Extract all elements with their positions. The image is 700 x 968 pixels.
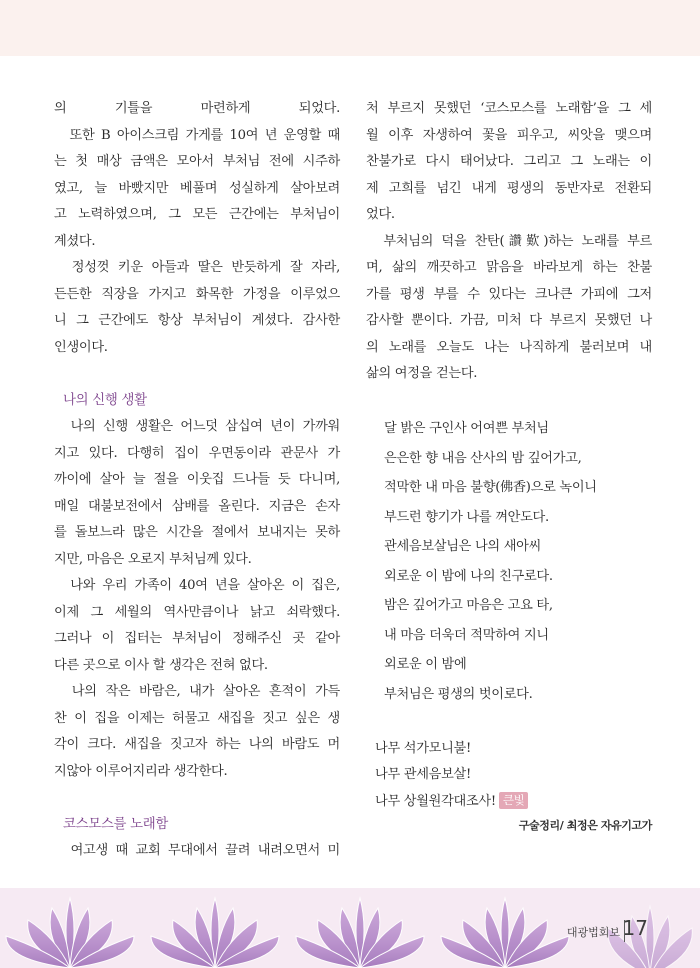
chant-line: 나무 관세음보살!: [375, 767, 471, 782]
poem-line: 은은한 향 내음 산사의 밤 깊어가고,: [384, 450, 582, 466]
text-line: 를 돌보느라 많은 시간을 절에서 보내지는 못하: [54, 525, 340, 540]
poem-line: 내 마음 더욱더 적막하여 지니: [384, 627, 549, 643]
text-line: 니 그 근간에도 항상 부처님이 계셨다. 감사한: [54, 313, 340, 328]
text-line: 각이 크다. 새집을 짓고자 하는 나의 바람도 머: [54, 737, 340, 752]
text-line: 계셨다.: [54, 233, 96, 249]
text-line: 는 첫 매상 금액은 모아서 부처님 전에 시주하: [54, 154, 340, 169]
poem-line: 밤은 깊어가고 마음은 고요 타,: [384, 598, 553, 613]
text-line: 나의 작은 바람은, 내가 살아온 흔적이 가득: [54, 684, 340, 699]
text-line: 의 노래를 오늘도 나는 나직하게 불러보며 내: [366, 339, 652, 355]
chant-text: 나무 상월원각대조사!: [375, 793, 496, 809]
chant-line: 나무 석가모니불!: [375, 740, 471, 756]
text-line: 가를 평생 부를 수 있다는 크나큰 가피에 그저: [366, 286, 652, 302]
text-line: 다른 곳으로 이사 할 생각은 전혀 없다.: [54, 657, 268, 673]
poem-line: 부처님은 평생의 벗이로다.: [384, 686, 533, 702]
text-line: 며, 삶의 깨끗하고 맑음을 바라보게 하는 찬불: [366, 260, 652, 275]
poem: [366, 414, 652, 709]
spacer: [54, 785, 340, 812]
text-line: 지만, 마음은 오로지 부처님께 있다.: [54, 551, 252, 567]
lotus-flower-icon: [608, 906, 693, 968]
text-line: 나의 신행 생활은 어느덧 삼십여 년이 가까워: [54, 419, 340, 434]
poem-line: 달 밝은 구인사 어여쁜 부처님: [384, 421, 549, 436]
text-line: 매일 대불보전에서 삼배를 올린다. 지금은 손자: [54, 498, 340, 514]
lotus-flower-icon: [296, 898, 424, 968]
spacer: [366, 388, 652, 415]
text-line: 또한 B 아이스크림 가게를 10여 년 운영할 때: [54, 127, 340, 143]
text-line: 찬불가로 다시 태어났다. 그리고 그 노래는 이: [366, 154, 652, 169]
section-heading-faith-life: 나의 신행 생활: [63, 392, 147, 408]
byline: 구술정리/ 최정은 자유기고가: [518, 819, 652, 832]
publication-badge: 큰빛: [499, 792, 529, 809]
text-line: 정성껏 키운 아들과 딸은 반듯하게 잘 자라,: [54, 260, 340, 275]
text-line: 부처님의 덕을 찬탄(讚歎)하는 노래를 부르: [366, 233, 652, 249]
text-line: 감사할 뿐이다. 가끔, 미처 다 부르지 못했던 나: [366, 313, 652, 328]
spacer: [366, 709, 652, 736]
section-heading-cosmos-song: 코스모스를 노래함: [63, 816, 169, 832]
text-line: 지않아 이루어지리라 생각한다.: [54, 763, 228, 779]
lotus-flower-icon: [441, 898, 569, 968]
lotus-flower-icon: [151, 898, 279, 968]
poem-line: 부드런 향기가 나를 껴안도다.: [384, 509, 549, 525]
page-number: 17: [622, 916, 648, 940]
text-line: 이제 그 세월의 역사만큼이나 낡고 쇠락했다.: [54, 604, 340, 620]
text-line: 제 고희를 넘긴 내게 평생의 동반자로 전환되: [366, 180, 652, 196]
lotus-flower-icon: [6, 898, 134, 968]
text-line: 찬 이 집을 이제는 허물고 새집을 짓고 싶은 생: [54, 710, 340, 726]
text-line: 까이에 살아 늘 절을 이웃집 드나들 듯 다니며,: [54, 472, 340, 487]
text-line: 인생이다.: [54, 339, 108, 355]
text-line: 었다.: [366, 207, 395, 222]
spacer: [54, 361, 340, 388]
text-line: 지고 있다. 다행히 집이 우면동이라 관문사 가: [54, 445, 340, 461]
poem-line: 외로운 이 밤에 나의 친구로다.: [384, 568, 553, 584]
text-line: 처 부르지 못했던 ‘코스모스를 노래함’을 그 세: [366, 101, 652, 116]
text-line: 월 이후 자생하여 꽃을 피우고, 씨앗을 맺으며: [366, 127, 652, 143]
chant-line-final: [366, 789, 652, 816]
text-line: 여고생 때 교회 무대에서 끌려 내려오면서 미: [54, 843, 340, 858]
text-line: 든든한 직장을 가지고 화목한 가정을 이루었으: [54, 286, 340, 302]
poem-line: 관세음보살님은 나의 새아씨: [384, 539, 542, 554]
top-band: [0, 0, 700, 56]
right-column: [366, 96, 652, 837]
left-column: [54, 96, 340, 865]
text-line: 고 노력하였으며, 그 모든 근간에는 부처님이: [54, 207, 340, 222]
text-line: 삶의 여정을 걷는다.: [366, 366, 478, 381]
text-line: 였고, 늘 바빴지만 베풀며 성실하게 살아보려: [54, 180, 340, 196]
text-line: 나와 우리 가족이 40여 년을 살아온 이 집은,: [54, 578, 340, 593]
text-line: 의 기틀을 마련하게 되었다.: [54, 101, 340, 116]
poem-line: 외로운 이 밤에: [384, 657, 467, 672]
poem-line: 적막한 내 마음 불향(佛香)으로 녹이니: [384, 480, 597, 495]
text-line: 그러나 이 집터는 부처님이 정해주신 곳 같아: [54, 631, 340, 646]
publication-name: 대광법회보: [566, 926, 620, 939]
